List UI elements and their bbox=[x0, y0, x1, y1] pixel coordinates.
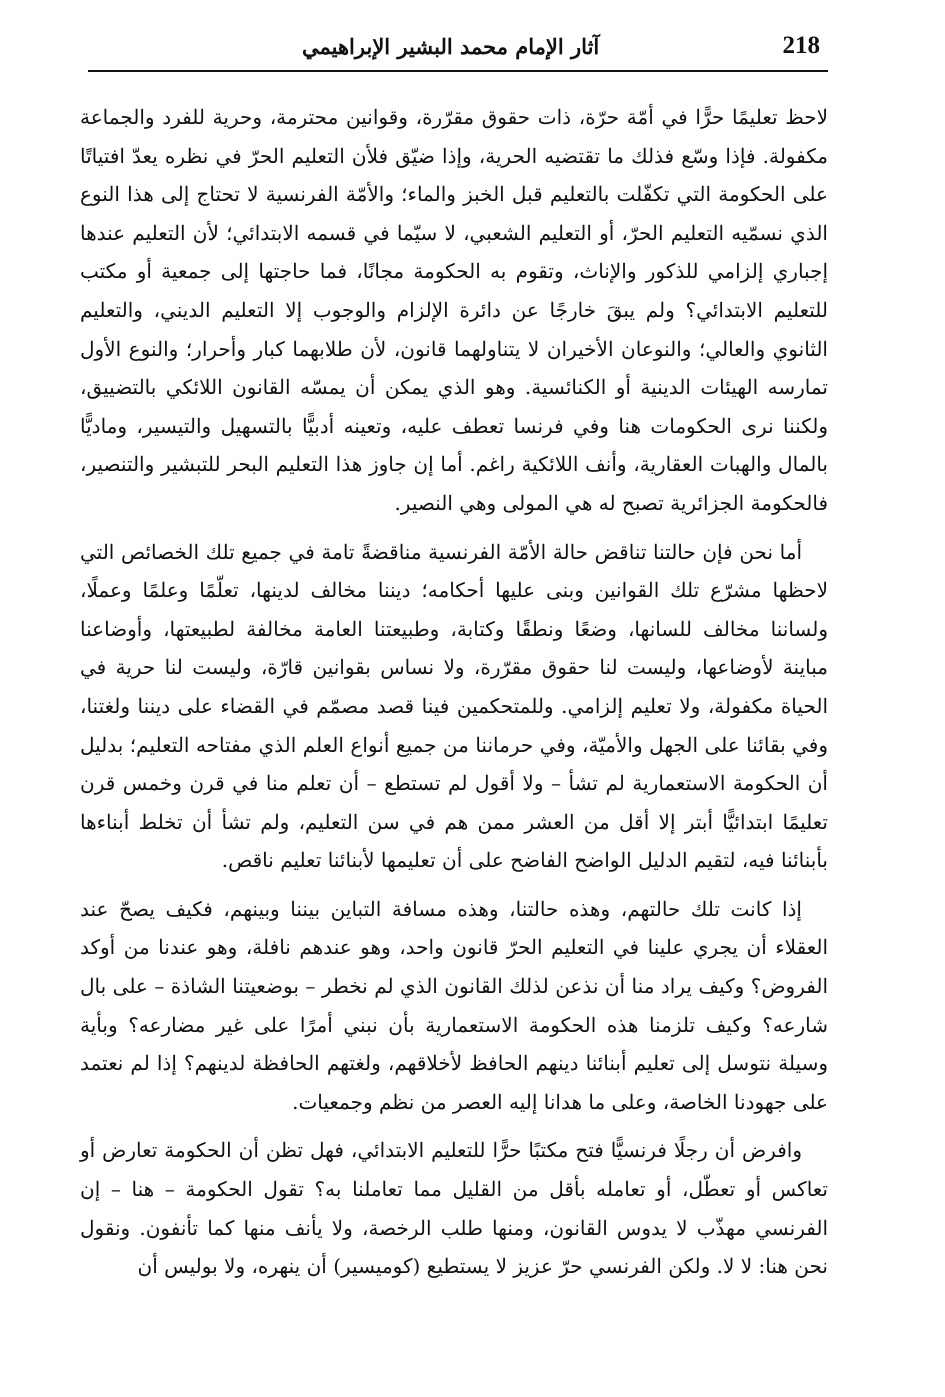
paragraph: لاحظ تعليمًا حرًّا في أمّة حرّة، ذات حقوق مقرّرة، وقوانين محترمة، وحرية للفرد والجماعة مكفولة. فإذا وسّع فذلك ما تقتضيه الحرية، وإذا ضيّق فلأن التعليم الحرّ في نظره يعدّ افتياتًا على الحكومة التي تكفّلت بالتعليم قبل الخبز والماء؛ والأمّة الفرنسية لا تحتاج إلى هذا النوع الذي نسمّيه التعليم الحرّ، أو التعليم الشعبي، لا سيّما في قسمه الابتدائي؛ لأن التعليم عندها إجباري إلزامي للذكور والإناث، وتقوم به الحكومة مجانًا، فما حاجتها إلى جمعية أو مكتب للتعليم الابتدائي؟ ولم يبقَ خارجًا عن دائرة الإلزام والوجوب إلا التعليم الديني، والتعليم الثانوي والعالي؛ والنوعان الأخيران لا يتناولهما قانون، لأن طلابهما كبار وأحرار؛ والنوع الأول تمارسه الهيئات الدينية أو الكنائسية. وهو الذي يمكن أن يمسّه القانون اللائكي بالتضييق، ولكننا نرى الحكومات هنا وفي فرنسا تعطف عليه، وتعينه أدبيًّا بالتسهيل والتيسير، وماديًّا بالمال والهبات العقارية، وأنف اللائكية راغم. أما إن جاوز هذا التعليم البحر للتبشير والتنصير، فالحكومة الجزائرية تصبح له هي المولى وهي النصير. bbox=[80, 105, 829, 515]
page-number: 218 bbox=[782, 32, 820, 59]
header-rule bbox=[88, 70, 828, 72]
paragraph: وافرض أن رجلًا فرنسيًّا فتح مكتبًا حرًّا للتعليم الابتدائي، فهل تظن أن الحكومة تعارض أو تعاكس أو تعطّل، أو تعامله بأقل من القليل مما تعاملنا به؟ تقول الحكومة – هنا – إن الفرنسي مهذّب لا يدوس القانون، ومنها طلب الرخصة، ولا يأنف منها كما تأنفون. ونقول نحن هنا: لا لا. ولكن الفرنسي حرّ عزيز لا يستطيع (كوميسير) أن ينهره، ولا بوليس أن bbox=[80, 1138, 828, 1279]
paragraph: إذا كانت تلك حالتهم، وهذه حالتنا، وهذه مسافة التباين بيننا وبينهم، فكيف يصحّ عند العقلاء أن يجري علينا في التعليم الحرّ قانون واحد، وهو عندهم نافلة، وهو عندنا من أوكد الفروض؟ وكيف يراد منا أن نذعن لذلك القانون الذي لم نخطر – بوضعيتنا الشاذة – على بال شارعه؟ وكيف تلزمنا هذه الحكومة الاستعمارية بأن نبني أمرًا على غير مضارعه؟ وبأية وسيلة نتوسل إلى تعليم أبنائنا دينهم الحافظ لأخلاقهم، ولغتهم الحافظة لدينهم؟ إذا لم نعتمد على جهودنا الخاصة، وعلى ما هدانا إليه العصر من نظم وجمعيات. bbox=[80, 896, 829, 1114]
paragraph: أما نحن فإن حالتنا تناقض حالة الأمّة الفرنسية مناقضةً تامة في جميع تلك الخصائص التي لاحظها مشرّع تلك القوانين وبنى عليها أحكامه؛ ديننا مخالف لدينها، تعلّمًا وعلمًا وعملًا، ولساننا مخالف للسانها، وضعًا ونطقًا وكتابة، وطبيعتنا العامة مخالفة لطبيعتها، وأوضاعنا مباينة لأوضاعها، وليست لنا حقوق مقرّرة، ولا نساس بقوانين قارّة، وليست لنا حرية في الحياة مكفولة، ولا تعليم إلزامي. وللمتحكمين فينا قصد مصمّم في القضاء على ديننا ولغتنا، وفي بقائنا على الجهل والأميّة، وفي حرماننا من جميع أنواع العلم الذي مفتاحه التعليم؛ بدليل أن الحكومة الاستعمارية لم تشأ – ولا أقول لم تستطع – أن تعلم منا في قرن وخمس قرن تعليمًا ابتدائيًّا أبتر إلا أقل من العشر ممن هم في سن التعليم، ولم تشأ أن تخلط أبناءها بأبنائنا فيه، لتقيم الدليل الواضح الفاضح على أن تعليمها لأبنائنا تعليم ناقص. bbox=[80, 539, 829, 873]
page-header bbox=[88, 30, 828, 72]
body-text bbox=[80, 98, 828, 1286]
running-head-title: آثار الإمام محمد البشير الإبراهيمي bbox=[302, 34, 600, 59]
